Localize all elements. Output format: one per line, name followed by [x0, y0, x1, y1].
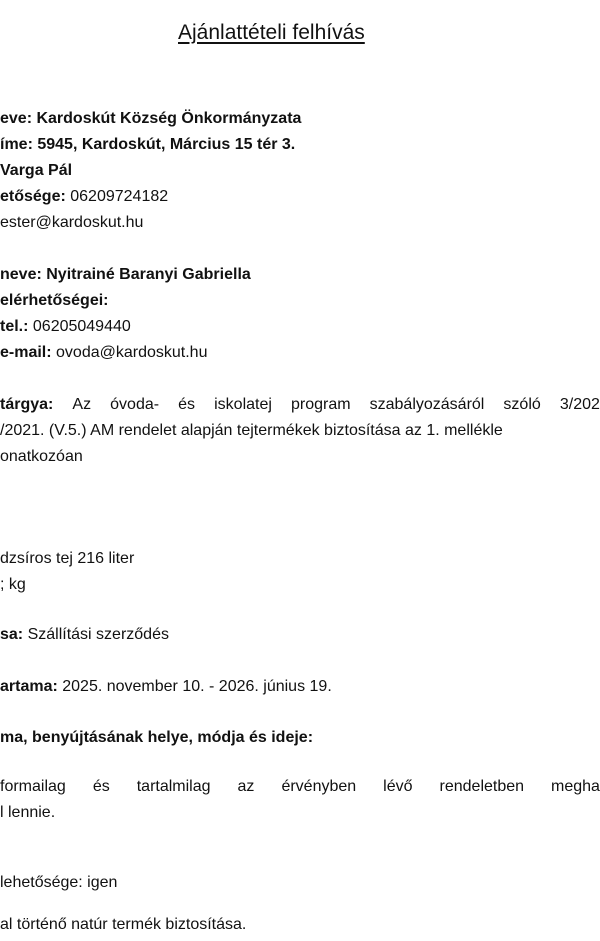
contact-person-name-line [0, 264, 600, 286]
contracting-name-line [0, 108, 600, 130]
requirements-line-2: l lennie. [0, 804, 56, 821]
contract-type-line [0, 624, 600, 646]
requirements-word: megha [551, 778, 600, 795]
subject-word: program [290, 396, 351, 413]
subject-line-3: onatkozóan [0, 448, 83, 465]
contact-person-email-value: ovoda@kardoskut.hu [56, 344, 208, 361]
subject-line-1 [0, 394, 600, 416]
subject-label: tárgya: [0, 396, 54, 413]
contact-person-name-value: Nyitrainé Baranyi Gabriella [46, 266, 251, 283]
subject-word: 3/202 [559, 396, 600, 413]
contact-person-name-label: neve: [0, 266, 47, 283]
contracting-email: ester@kardoskut.hu [0, 214, 144, 231]
submission-heading: ma, benyújtásának helye, módja és ideje: [0, 729, 314, 746]
requirements-line-1 [0, 776, 600, 798]
requirements-word: tartalmilag [136, 778, 211, 795]
contracting-name-value: Kardoskút Község Önkormányzata [36, 110, 302, 127]
duration-line [0, 676, 600, 698]
subject-word: szabályozásáról [369, 396, 485, 413]
contract-type-value: Szállítási szerződés [27, 626, 169, 643]
requirements-word: az [237, 778, 255, 795]
subject-word: szóló [503, 396, 541, 413]
quantity-milk: dzsíros tej 216 liter [0, 550, 135, 567]
requirements-word: és [92, 778, 110, 795]
subject-word: óvoda- [110, 396, 160, 413]
subject-word: Az [72, 396, 92, 413]
contracting-seat-line [0, 134, 600, 156]
duration-value: 2025. november 10. - 2026. június 19. [62, 678, 332, 695]
contracting-seat-value: 5945, Kardoskút, Március 15 tér 3. [37, 136, 296, 153]
requirements-word: érvényben [281, 778, 357, 795]
contract-type-label: sa: [0, 626, 28, 643]
contact-person-availability-label: elérhetőségei: [0, 292, 109, 309]
requirements-word: lévő [383, 778, 413, 795]
contact-person-phone-label: tel.: [0, 318, 33, 335]
contact-person-email-label: e-mail: [0, 344, 57, 361]
subject-line-2: /2021. (V.5.) AM rendelet alapján tejtermékek biztosítása az 1. mellékle [0, 422, 503, 439]
quantity-kg: ; kg [0, 576, 26, 593]
contact-person-phone-line [0, 316, 600, 338]
subject-word: és [178, 396, 196, 413]
contracting-seat-label: íme: [0, 136, 38, 153]
contracting-contact-label: etősége: [0, 188, 71, 205]
subject-word: iskolatej [214, 396, 272, 413]
natural-product-line: al történő natúr termék biztosítása. [0, 916, 247, 933]
requirements-word: formailag [0, 778, 66, 795]
contact-person-email-line [0, 342, 600, 364]
contact-person-phone-value: 06205049440 [32, 318, 131, 335]
duration-label: artama: [0, 678, 63, 695]
document-title: Ajánlattételi felhívás [178, 21, 365, 44]
contracting-representative: Varga Pál [0, 162, 73, 179]
contracting-name-label: eve: [0, 110, 37, 127]
contracting-contact-line [0, 186, 600, 208]
requirements-word: rendeletben [439, 778, 525, 795]
option-line: lehetősége: igen [0, 874, 118, 891]
contracting-contact-value: 06209724182 [70, 188, 169, 205]
